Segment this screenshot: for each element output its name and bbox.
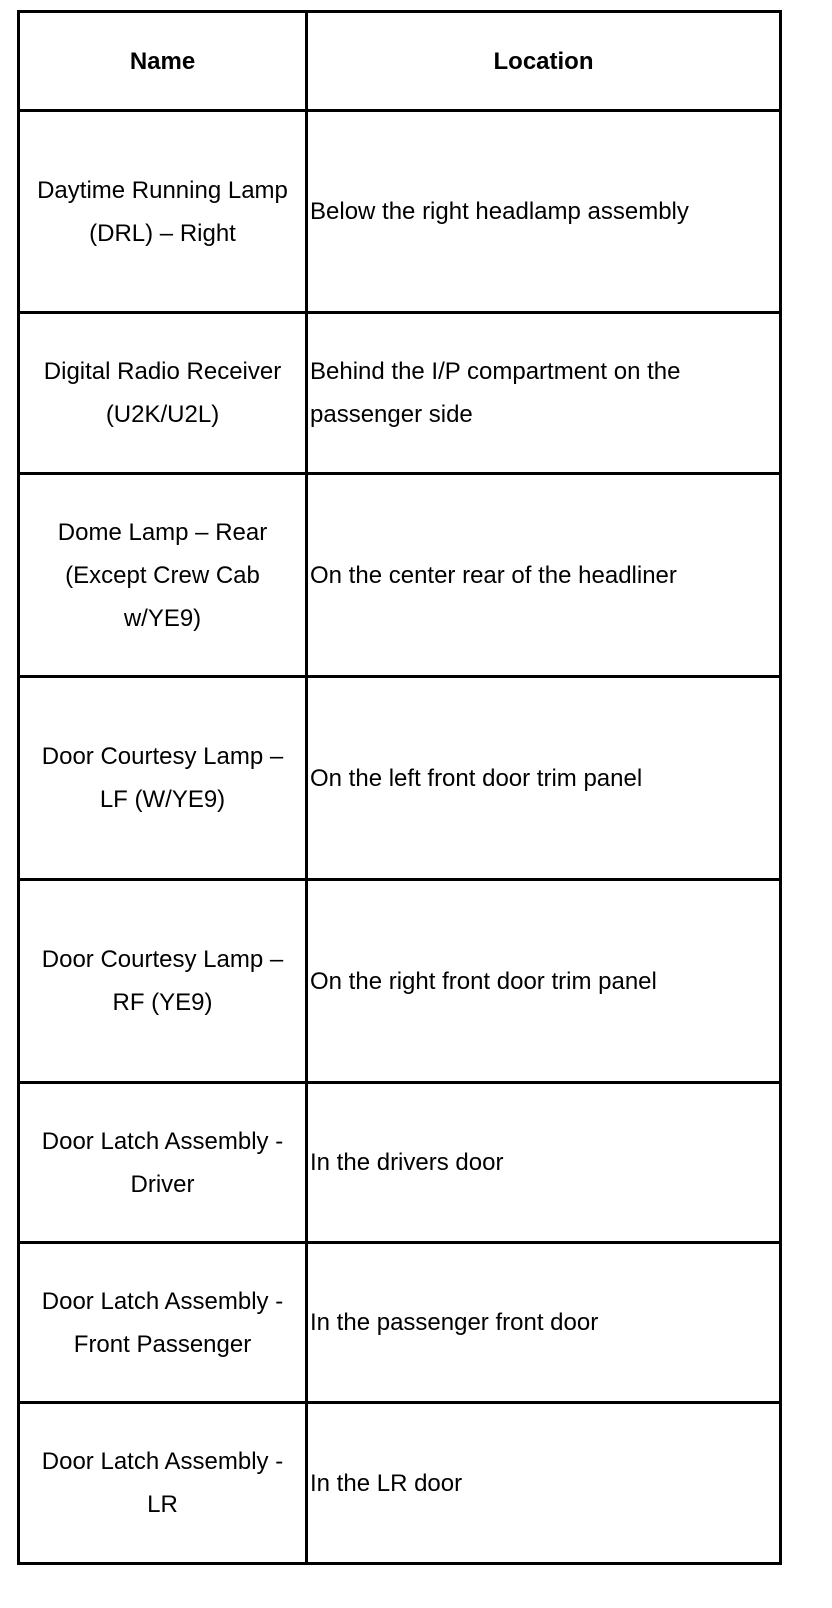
component-name: Door Latch Assembly - LR <box>41 1448 284 1518</box>
component-name: Daytime Running Lamp (DRL) – Right <box>37 176 288 247</box>
component-name: Door Latch Assembly - Driver <box>41 1127 284 1198</box>
component-name: Door Courtesy Lamp – RF (YE9) <box>41 946 284 1016</box>
location-cell <box>307 313 781 474</box>
component-name: Dome Lamp – Rear (Except Crew Cab w/YE9) <box>57 518 268 632</box>
table-row <box>19 111 781 313</box>
table-header-row <box>19 12 781 111</box>
component-name: Door Latch Assembly - Front Passenger <box>41 1287 284 1358</box>
component-name: Digital Radio Receiver (U2K/U2L) <box>43 358 282 428</box>
name-cell <box>19 1243 307 1403</box>
component-location: Below the right headlamp assembly <box>310 198 689 225</box>
component-location: On the right front door trim panel <box>310 967 657 995</box>
table-row <box>19 1083 781 1243</box>
column-header-location: Location <box>307 12 781 111</box>
location-cell <box>307 1243 781 1403</box>
name-cell <box>19 1403 307 1564</box>
table-row <box>19 880 781 1083</box>
component-location: In the LR door <box>310 1469 463 1497</box>
component-location: On the left front door trim panel <box>310 764 643 792</box>
table-row <box>19 1243 781 1403</box>
name-cell <box>19 677 307 880</box>
table-row <box>19 474 781 677</box>
component-name: Door Courtesy Lamp – LF (W/YE9) <box>41 743 284 813</box>
table-row <box>19 1403 781 1564</box>
component-location: Behind the I/P compartment on the passenger side <box>310 358 681 428</box>
location-cell <box>307 880 781 1083</box>
location-cell <box>307 677 781 880</box>
name-cell <box>19 880 307 1083</box>
column-header-name: Name <box>19 12 307 111</box>
table-row <box>19 313 781 474</box>
location-cell <box>307 1403 781 1564</box>
table-row <box>19 677 781 880</box>
location-cell <box>307 474 781 677</box>
name-cell <box>19 474 307 677</box>
component-location-table <box>17 10 782 1565</box>
component-location-table-container <box>17 10 779 1565</box>
location-cell <box>307 111 781 313</box>
location-cell <box>307 1083 781 1243</box>
name-cell <box>19 313 307 474</box>
component-location: In the passenger front door <box>310 1309 599 1336</box>
component-location: On the center rear of the headliner <box>310 561 677 589</box>
name-cell <box>19 111 307 313</box>
component-location: In the drivers door <box>310 1149 504 1176</box>
name-cell <box>19 1083 307 1243</box>
